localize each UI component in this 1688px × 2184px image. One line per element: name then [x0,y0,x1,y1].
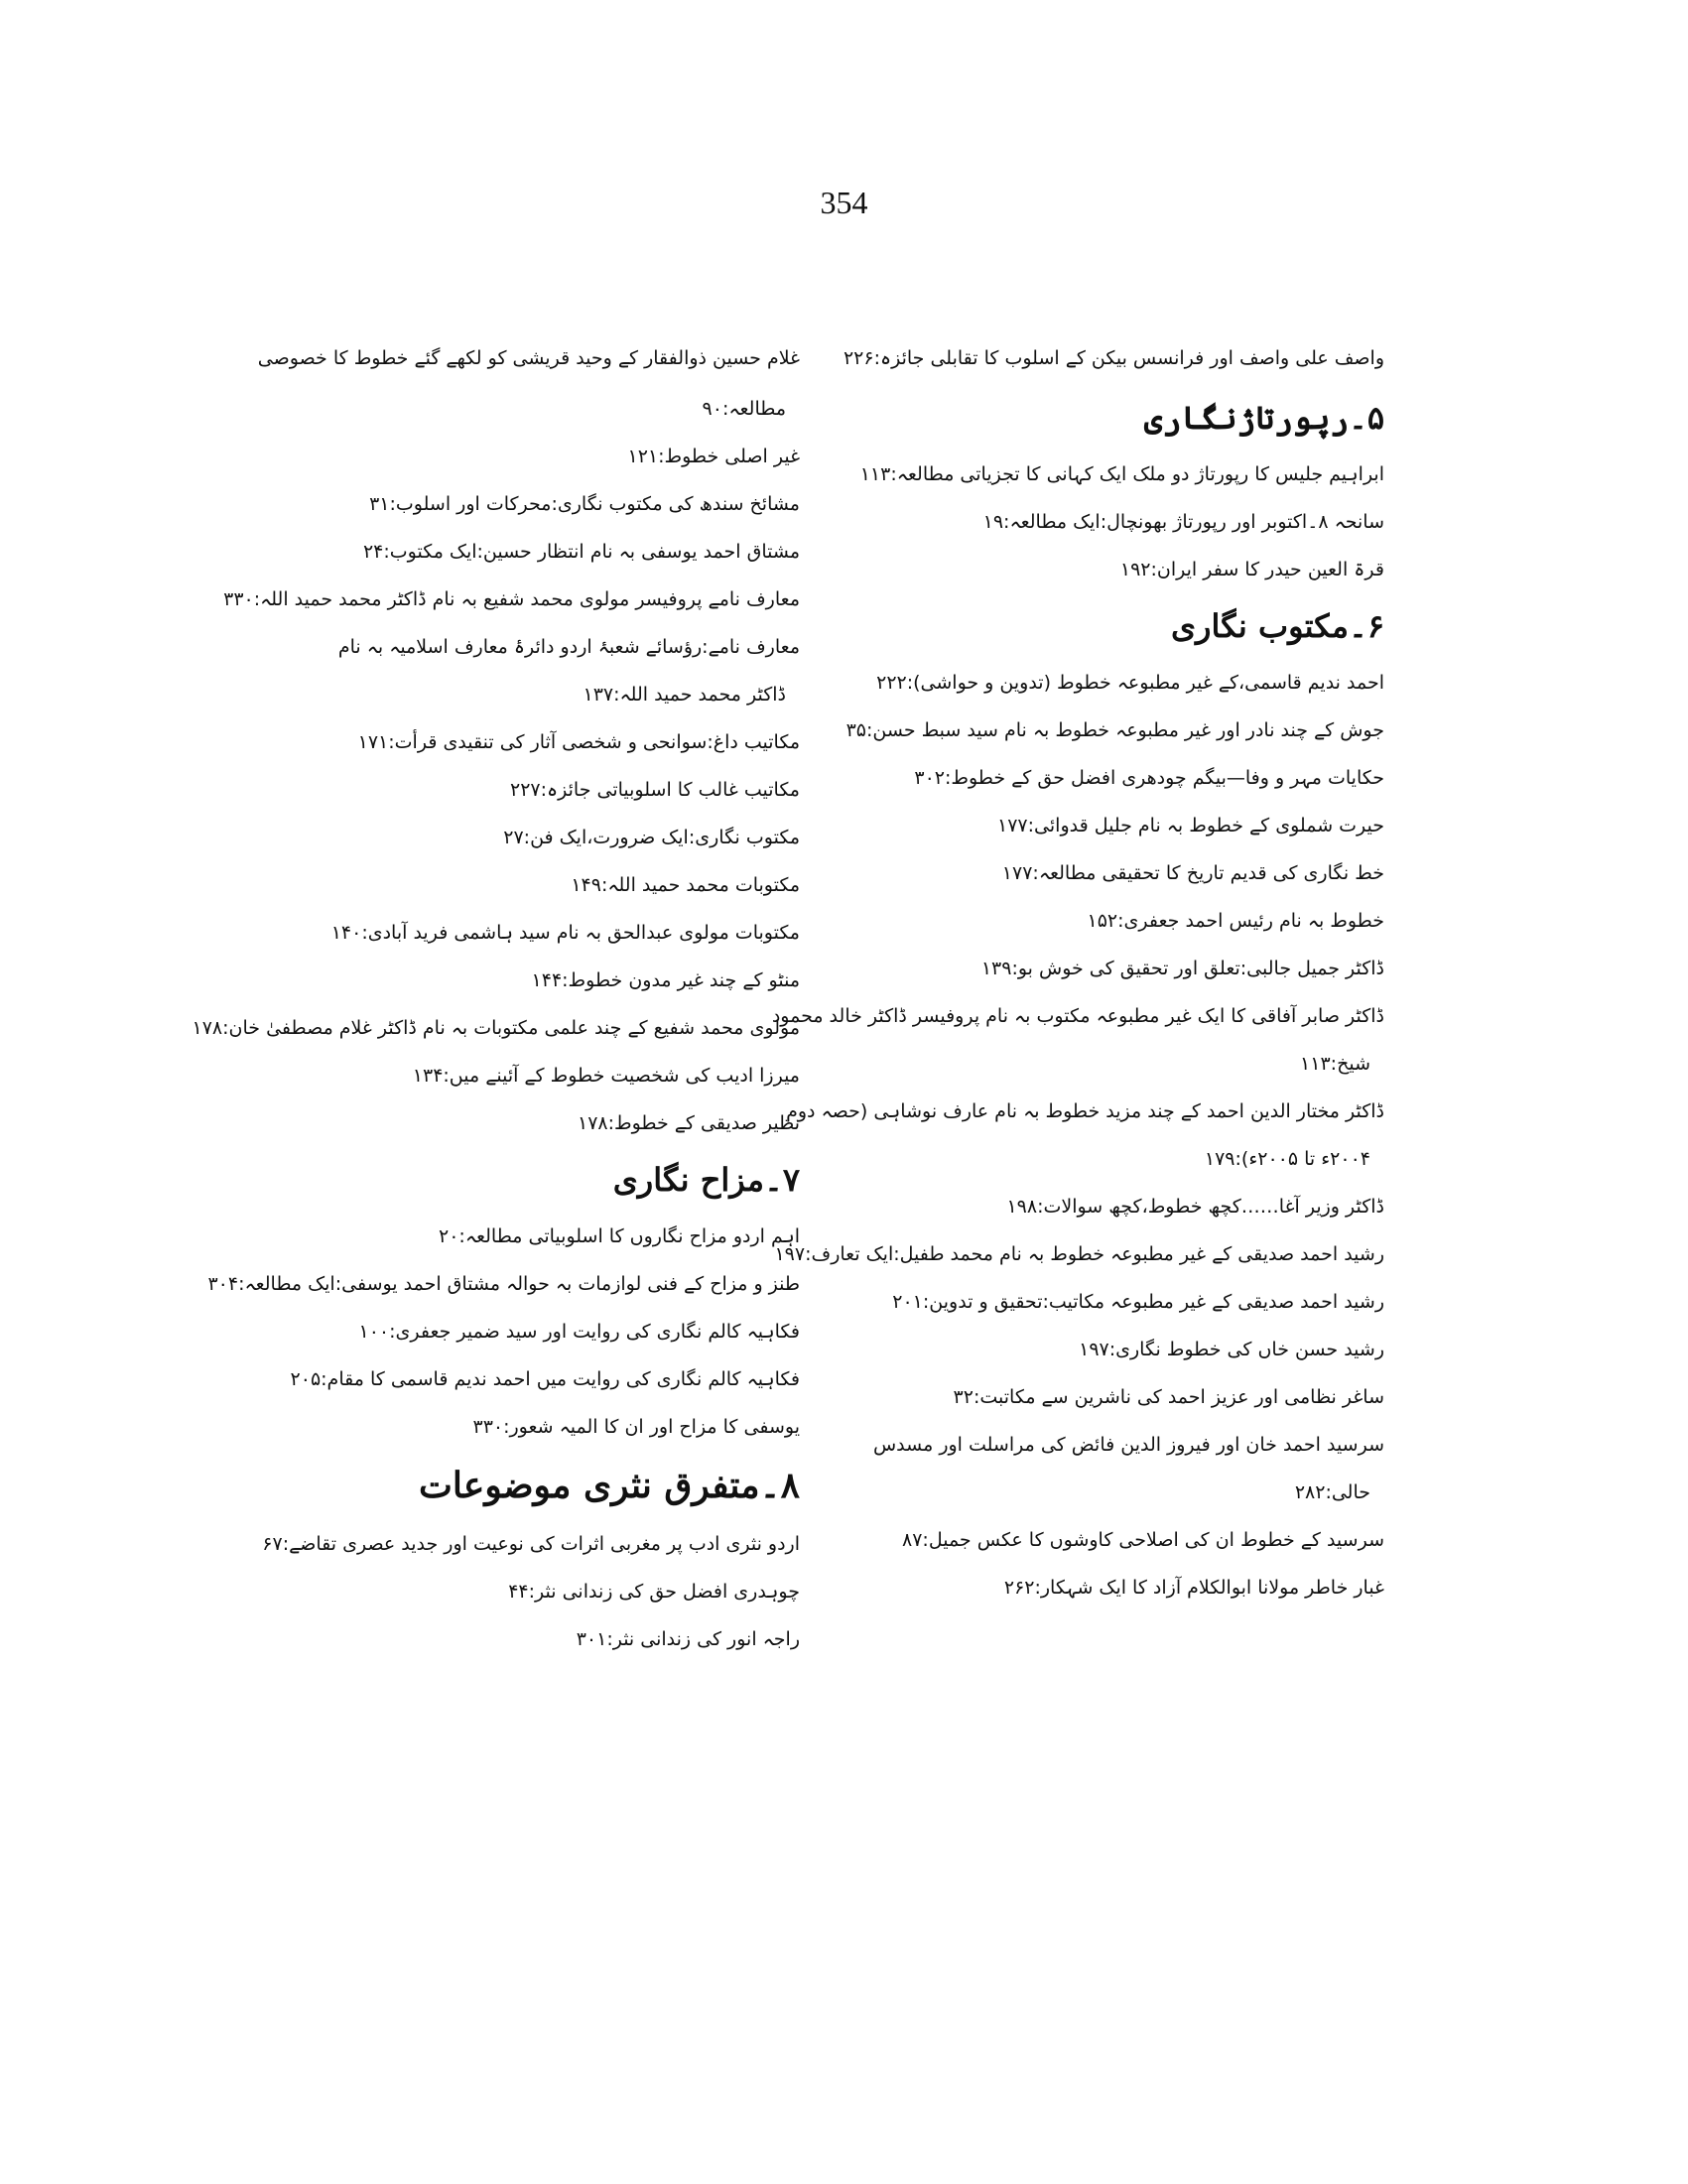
index-entry-continuation: ۲۰۰۴ء تا ۲۰۰۵ء):۱۷۹ [1204,1148,1370,1170]
index-entry: واصف علی واصف اور فرانسس بیکن کے اسلوب کا تقابلی جائزہ:۲۲۶ [843,347,1384,369]
index-entry: رشید احمد صدیقی کے غیر مطبوعہ مکاتیب:تحقیق و تدوین:۲۰۱ [892,1291,1384,1313]
index-entry: ڈاکٹر صابر آفاقی کا ایک غیر مطبوعہ مکتوب بہ نام پروفیسر ڈاکٹر خالد محمود [771,1005,1384,1027]
index-entry: رشید احمد صدیقی کے غیر مطبوعہ خطوط بہ نام محمد طفیل:ایک تعارف:۱۹۷ [774,1243,1384,1265]
index-entry: منٹو کے چند غیر مدون خطوط:۱۴۴ [531,969,800,991]
index-entry: ڈاکٹر مختار الدین احمد کے چند مزید خطوط بہ نام عارف نوشاہی (حصہ دوم [786,1100,1384,1122]
index-entry: مشائخ سندھ کی مکتوب نگاری:محرکات اور اسلوب:۳۱ [369,493,800,515]
index-entry-continuation: شیخ:۱۱۳ [1300,1053,1370,1075]
index-entry: راجہ انور کی زندانی نثر:۳۰۱ [576,1628,800,1650]
index-entry: معارف نامے پروفیسر مولوی محمد شفیع بہ نام ڈاکٹر محمد حمید اللہ:۳۳۰ [223,588,800,610]
index-entry: سانحہ ۸۔اکتوبر اور رپورتاژ بھونچال:ایک مطالعہ:۱۹ [982,511,1384,533]
index-column-right [769,331,1384,1611]
index-entry: نظیر صدیقی کے خطوط:۱۷۸ [578,1112,800,1134]
index-entry: مکاتیب داغ:سوانحی و شخصی آثار کی تنقیدی قرأت:۱۷۱ [357,731,800,753]
index-entry-continuation: مطالعہ:۹۰ [702,398,786,420]
index-entry: غیر اصلی خطوط:۱۲۱ [627,446,800,467]
section-heading: ۶۔مکتوب نگاری [1170,607,1384,645]
index-entry: اردو نثری ادب پر مغربی اثرات کی نوعیت اور جدید عصری تقاضے:۶۷ [262,1533,800,1555]
index-entry: جوش کے چند نادر اور غیر مطبوعہ خطوط بہ نام سید سبط حسن:۳۵ [845,719,1384,741]
index-entry: غبار خاطر مولانا ابوالکلام آزاد کا ایک شہکار:۲۶۲ [1003,1577,1384,1599]
index-entry: طنز و مزاح کے فنی لوازمات بہ حوالہ مشتاق احمد یوسفی:ایک مطالعہ:۳۰۴ [207,1273,800,1295]
index-entry: مکتوب نگاری:ایک ضرورت،ایک فن:۲۷ [503,827,800,848]
section-heading: ۷۔مزاح نگاری [612,1161,800,1199]
index-entry: معارف نامے:رؤسائے شعبۂ اردو دائرۂ معارف اسلامیہ بہ نام [337,636,800,658]
index-entry: مولوی محمد شفیع کے چند علمی مکتوبات بہ نام ڈاکٹر غلام مصطفیٰ خان:۱۷۸ [192,1017,800,1039]
index-entry: خطوط بہ نام رئیس احمد جعفری:۱۵۲ [1087,910,1384,932]
index-entry: اہم اردو مزاح نگاروں کا اسلوبیاتی مطالعہ:۲۰ [439,1225,800,1247]
index-entry: غلام حسین ذوالفقار کے وحید قریشی کو لکھے گئے خطوط کا خصوصی [257,347,800,369]
page-number: 354 [820,185,868,220]
section-heading: ۵۔رپورتاژنگاری [1143,399,1384,437]
index-entry: حکایات مہر و وفا—بیگم چودھری افضل حق کے خطوط:۳۰۲ [914,767,1384,789]
index-entry: ڈاکٹر وزیر آغا……کچھ خطوط،کچھ سوالات:۱۹۸ [1006,1196,1384,1218]
index-entry: مکتوبات مولوی عبدالحق بہ نام سید ہاشمی فرید آبادی:۱۴۰ [330,922,800,944]
index-entry: مکاتیب غالب کا اسلوبیاتی جائزہ:۲۲۷ [509,779,800,801]
index-entry-continuation: ڈاکٹر محمد حمید اللہ:۱۳۷ [583,684,786,706]
index-entry: رشید حسن خاں کی خطوط نگاری:۱۹۷ [1079,1339,1384,1360]
index-entry: میرزا ادیب کی شخصیت خطوط کے آئینے میں:۱۳۴ [412,1065,800,1087]
index-entry: سرسید احمد خان اور فیروز الدین فائض کی مراسلت اور مسدس [872,1434,1384,1456]
index-entry: فکاہیہ کالم نگاری کی روایت میں احمد ندیم قاسمی کا مقام:۲۰۵ [290,1368,800,1390]
index-entry: یوسفی کا مزاح اور ان کا المیہ شعور:۳۳۰ [472,1416,800,1438]
index-entry: چوہدری افضل حق کی زندانی نثر:۴۴ [508,1581,800,1603]
index-entry: قرۃ العین حیدر کا سفر ایران:۱۹۲ [1119,559,1384,580]
index-entry: ساغر نظامی اور عزیز احمد کی ناشرین سے مکاتبت:۳۲ [953,1386,1384,1408]
index-entry: حیرت شملوی کے خطوط بہ نام جلیل قدوائی:۱۷۷ [997,815,1384,836]
section-heading: ۸۔متفرق نثری موضوعات [419,1465,800,1506]
index-entry: سرسید کے خطوط ان کی اصلاحی کاوشوں کا عکس جمیل:۸۷ [902,1529,1384,1551]
index-entry: مکتوبات محمد حمید اللہ:۱۴۹ [571,874,800,896]
index-entry-continuation: حالی:۲۸۲ [1294,1481,1370,1503]
index-entry: خط نگاری کی قدیم تاریخ کا تحقیقی مطالعہ:۱۷۷ [1001,862,1384,884]
index-entry: مشتاق احمد یوسفی بہ نام انتظار حسین:ایک مکتوب:۲۴ [362,541,800,563]
index-entry: ابراہیم جلیس کا رپورتاژ دو ملک ایک کہانی کا تجزیاتی مطالعہ:۱۱۳ [859,463,1384,485]
index-entry: احمد ندیم قاسمی،کے غیر مطبوعہ خطوط (تدوین و حواشی):۲۲۲ [876,672,1384,694]
index-column-left [192,331,800,1663]
index-entry: ڈاکٹر جمیل جالبی:تعلق اور تحقیق کی خوش بو:۱۳۹ [980,958,1384,979]
index-entry: فکاہیہ کالم نگاری کی روایت اور سید ضمیر جعفری:۱۰۰ [358,1321,800,1343]
